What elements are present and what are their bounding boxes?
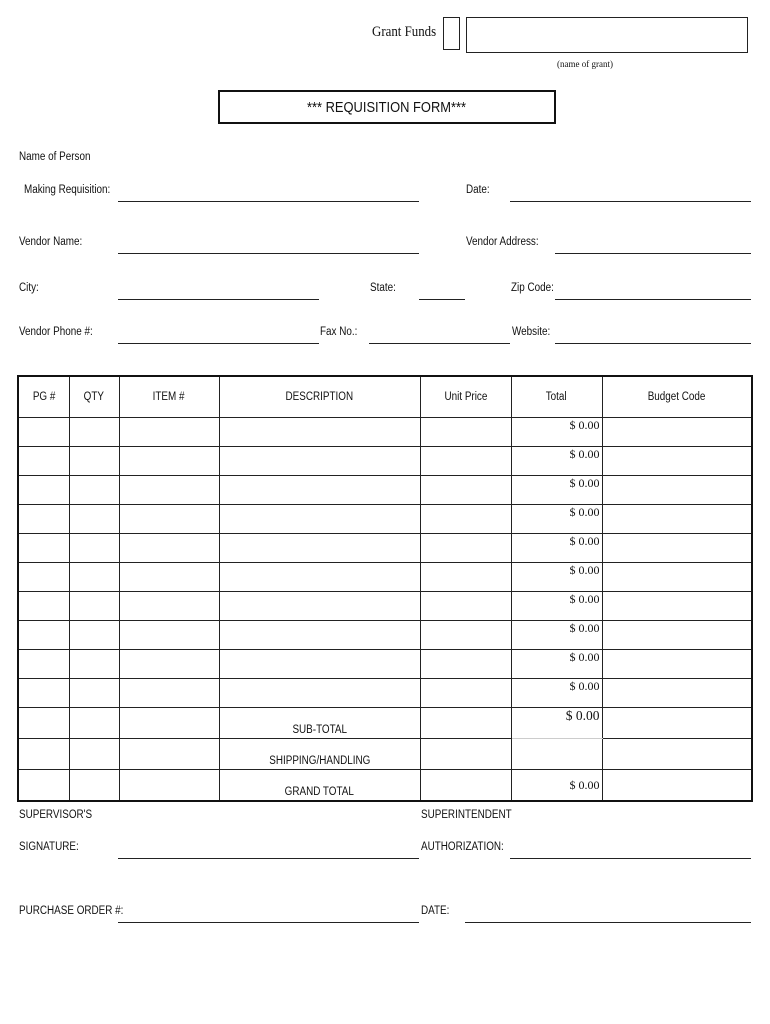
items-table bbox=[17, 375, 753, 802]
shipping-label: SHIPPING/HANDLING bbox=[219, 739, 420, 770]
unit-price-cell[interactable] bbox=[420, 563, 511, 592]
pg-cell[interactable] bbox=[18, 563, 69, 592]
vendor-phone-input-line[interactable] bbox=[118, 343, 319, 344]
pg-cell[interactable] bbox=[18, 476, 69, 505]
person-label-line1: Name of Person bbox=[19, 151, 91, 163]
item-cell[interactable] bbox=[119, 679, 219, 708]
grant-funds-checkbox[interactable] bbox=[443, 17, 460, 50]
vendor-phone-label: Vendor Phone #: bbox=[19, 326, 93, 338]
description-cell[interactable] bbox=[219, 534, 420, 563]
unit-price-cell[interactable] bbox=[420, 418, 511, 447]
grand-total-value: $ 0.00 bbox=[511, 770, 602, 802]
description-cell[interactable] bbox=[219, 563, 420, 592]
header-budget-code: Budget Code bbox=[602, 376, 752, 418]
item-cell[interactable] bbox=[119, 563, 219, 592]
fax-input-line[interactable] bbox=[369, 343, 510, 344]
date-label: Date: bbox=[466, 184, 490, 196]
form-title-box bbox=[218, 90, 556, 124]
description-cell[interactable] bbox=[219, 418, 420, 447]
header-pg: PG # bbox=[18, 376, 69, 418]
qty-cell[interactable] bbox=[69, 563, 119, 592]
budget-code-cell[interactable] bbox=[602, 592, 752, 621]
unit-price-cell[interactable] bbox=[420, 534, 511, 563]
supervisor-signature-line[interactable] bbox=[118, 858, 419, 859]
grant-name-hint: (name of grant) bbox=[557, 59, 613, 69]
description-cell[interactable] bbox=[219, 621, 420, 650]
pg-cell[interactable] bbox=[18, 592, 69, 621]
unit-price-cell[interactable] bbox=[420, 621, 511, 650]
budget-code-cell[interactable] bbox=[602, 679, 752, 708]
header-item: ITEM # bbox=[119, 376, 219, 418]
item-cell[interactable] bbox=[119, 534, 219, 563]
header-total: Total bbox=[511, 376, 602, 418]
item-cell[interactable] bbox=[119, 621, 219, 650]
qty-cell[interactable] bbox=[69, 418, 119, 447]
qty-cell[interactable] bbox=[69, 592, 119, 621]
table-row bbox=[18, 650, 752, 679]
subtotal-label: SUB-TOTAL bbox=[219, 708, 420, 739]
budget-code-cell[interactable] bbox=[602, 505, 752, 534]
description-cell[interactable] bbox=[219, 592, 420, 621]
date-input-line[interactable] bbox=[510, 201, 751, 202]
header-qty: QTY bbox=[69, 376, 119, 418]
city-label: City: bbox=[19, 282, 39, 294]
budget-code-cell[interactable] bbox=[602, 447, 752, 476]
pg-cell[interactable] bbox=[18, 650, 69, 679]
item-cell[interactable] bbox=[119, 505, 219, 534]
state-input-line[interactable] bbox=[419, 299, 465, 300]
vendor-address-input-line[interactable] bbox=[555, 253, 751, 254]
table-row bbox=[18, 621, 752, 650]
website-input-line[interactable] bbox=[555, 343, 751, 344]
description-cell[interactable] bbox=[219, 679, 420, 708]
unit-price-cell[interactable] bbox=[420, 447, 511, 476]
table-row bbox=[18, 447, 752, 476]
budget-code-cell[interactable] bbox=[602, 650, 752, 679]
budget-code-cell[interactable] bbox=[602, 476, 752, 505]
unit-price-cell[interactable] bbox=[420, 650, 511, 679]
total-cell: $ 0.00 bbox=[511, 418, 602, 447]
description-cell[interactable] bbox=[219, 650, 420, 679]
purchase-order-line[interactable] bbox=[118, 922, 419, 923]
qty-cell[interactable] bbox=[69, 650, 119, 679]
table-row bbox=[18, 679, 752, 708]
vendor-address-label: Vendor Address: bbox=[466, 236, 539, 248]
person-input-line[interactable] bbox=[118, 201, 419, 202]
vendor-name-input-line[interactable] bbox=[118, 253, 419, 254]
pg-cell[interactable] bbox=[18, 447, 69, 476]
grant-funds-label: Grant Funds bbox=[372, 24, 437, 40]
purchase-order-label: PURCHASE ORDER #: bbox=[19, 905, 124, 917]
table-row bbox=[18, 476, 752, 505]
grand-total-label: GRAND TOTAL bbox=[219, 770, 420, 802]
item-cell[interactable] bbox=[119, 476, 219, 505]
pg-cell[interactable] bbox=[18, 621, 69, 650]
po-date-label: DATE: bbox=[421, 905, 450, 917]
zip-input-line[interactable] bbox=[555, 299, 751, 300]
subtotal-row bbox=[18, 708, 752, 739]
shipping-value-cell[interactable] bbox=[511, 739, 602, 770]
shipping-row bbox=[18, 739, 752, 770]
pg-cell[interactable] bbox=[18, 418, 69, 447]
qty-cell[interactable] bbox=[69, 679, 119, 708]
unit-price-cell[interactable] bbox=[420, 476, 511, 505]
website-label: Website: bbox=[512, 326, 551, 338]
table-row bbox=[18, 505, 752, 534]
header-unit-price: Unit Price bbox=[420, 376, 511, 418]
description-cell[interactable] bbox=[219, 476, 420, 505]
city-input-line[interactable] bbox=[118, 299, 319, 300]
total-cell: $ 0.00 bbox=[511, 447, 602, 476]
total-cell: $ 0.00 bbox=[511, 679, 602, 708]
grant-name-field[interactable] bbox=[466, 17, 748, 53]
pg-cell[interactable] bbox=[18, 505, 69, 534]
table-header-row bbox=[18, 376, 752, 418]
total-cell: $ 0.00 bbox=[511, 476, 602, 505]
po-date-line[interactable] bbox=[465, 922, 751, 923]
unit-price-cell[interactable] bbox=[420, 505, 511, 534]
subtotal-value: $ 0.00 bbox=[511, 708, 602, 739]
total-cell: $ 0.00 bbox=[511, 534, 602, 563]
table-row bbox=[18, 563, 752, 592]
vendor-name-label: Vendor Name: bbox=[19, 236, 83, 248]
item-cell[interactable] bbox=[119, 592, 219, 621]
unit-price-cell[interactable] bbox=[420, 592, 511, 621]
qty-cell[interactable] bbox=[69, 476, 119, 505]
state-label: State: bbox=[370, 282, 396, 294]
budget-code-cell[interactable] bbox=[602, 418, 752, 447]
superintendent-label-line2: AUTHORIZATION: bbox=[421, 841, 504, 853]
item-cell[interactable] bbox=[119, 418, 219, 447]
qty-cell[interactable] bbox=[69, 447, 119, 476]
total-cell: $ 0.00 bbox=[511, 650, 602, 679]
table-row bbox=[18, 418, 752, 447]
total-cell: $ 0.00 bbox=[511, 563, 602, 592]
total-cell: $ 0.00 bbox=[511, 592, 602, 621]
budget-code-cell[interactable] bbox=[602, 621, 752, 650]
table-row bbox=[18, 592, 752, 621]
total-cell: $ 0.00 bbox=[511, 505, 602, 534]
item-cell[interactable] bbox=[119, 650, 219, 679]
zip-label: Zip Code: bbox=[511, 282, 554, 294]
supervisor-label-line2: SIGNATURE: bbox=[19, 841, 79, 853]
person-label-line2: Making Requisition: bbox=[24, 184, 111, 196]
budget-code-cell[interactable] bbox=[602, 534, 752, 563]
header-description: DESCRIPTION bbox=[219, 376, 420, 418]
unit-price-cell[interactable] bbox=[420, 679, 511, 708]
form-title: *** REQUISITION FORM*** bbox=[307, 98, 467, 116]
pg-cell[interactable] bbox=[18, 679, 69, 708]
table-row bbox=[18, 534, 752, 563]
supervisor-label-line1: SUPERVISOR'S bbox=[19, 809, 93, 821]
qty-cell[interactable] bbox=[69, 505, 119, 534]
superintendent-authorization-line[interactable] bbox=[510, 858, 751, 859]
total-cell: $ 0.00 bbox=[511, 621, 602, 650]
pg-cell[interactable] bbox=[18, 534, 69, 563]
qty-cell[interactable] bbox=[69, 621, 119, 650]
grand-total-row bbox=[18, 770, 752, 802]
item-cell[interactable] bbox=[119, 447, 219, 476]
qty-cell[interactable] bbox=[69, 534, 119, 563]
budget-code-cell[interactable] bbox=[602, 563, 752, 592]
fax-label: Fax No.: bbox=[320, 326, 358, 338]
superintendent-label-line1: SUPERINTENDENT bbox=[421, 809, 512, 821]
description-cell[interactable] bbox=[219, 447, 420, 476]
description-cell[interactable] bbox=[219, 505, 420, 534]
